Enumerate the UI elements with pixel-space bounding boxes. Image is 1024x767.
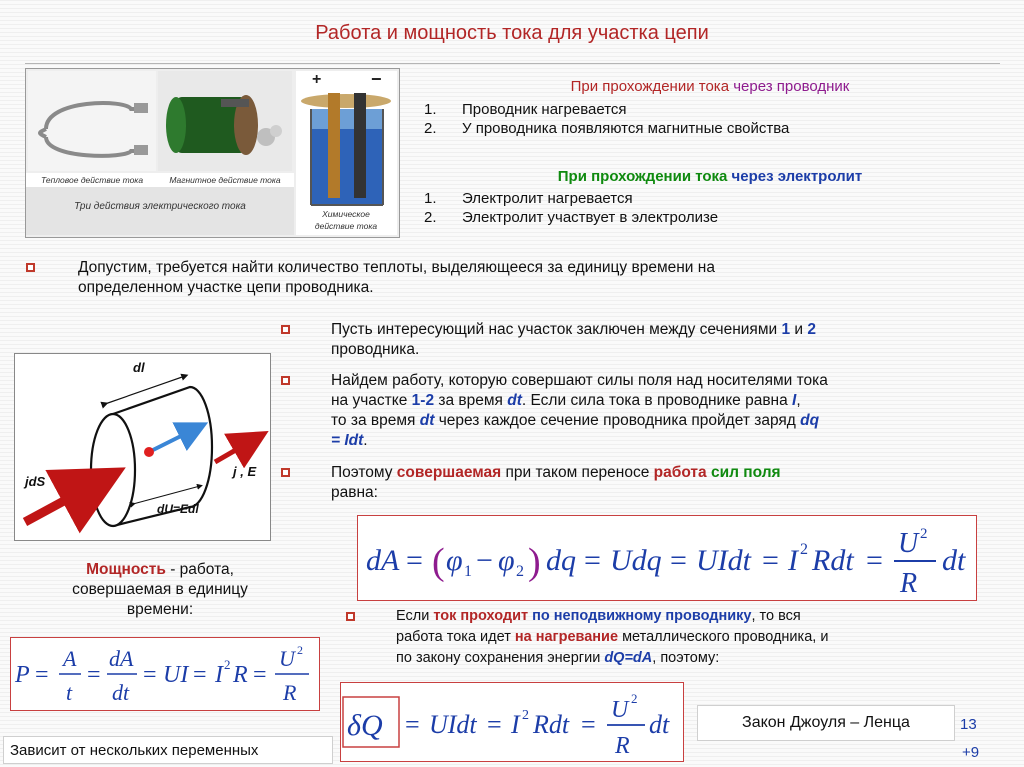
svg-text:dA: dA bbox=[366, 544, 400, 577]
electrolyte-header: При прохождении тока через электролит bbox=[557, 168, 863, 185]
intro-paragraph: Допустим, требуется найти количество теплоты, выделяющееся за единицу времени на определенном участке цепи проводника. bbox=[78, 259, 715, 296]
power-formula-box bbox=[10, 637, 320, 711]
work-formula-box bbox=[357, 515, 977, 601]
svg-text:Udq: Udq bbox=[610, 544, 662, 577]
minus-sign: − bbox=[371, 69, 382, 89]
plus-sign: + bbox=[312, 71, 322, 88]
svg-text:(: ( bbox=[432, 541, 445, 583]
joule-formula-box bbox=[340, 682, 684, 762]
svg-text:=: = bbox=[670, 544, 687, 577]
three-effects-photo bbox=[25, 68, 400, 238]
svg-text:2: 2 bbox=[920, 526, 928, 542]
svg-text:δQ: δQ bbox=[347, 709, 383, 742]
bullet-icon bbox=[26, 263, 35, 272]
svg-text:P: P bbox=[15, 662, 30, 688]
svg-text:=: = bbox=[193, 662, 207, 688]
bullet-force-work-text: Поэтому совершаемая при таком переносе работа сил поля равна: bbox=[331, 464, 781, 501]
svg-text:=: = bbox=[35, 662, 49, 688]
title-divider bbox=[25, 63, 1000, 64]
page-title: Работа и мощность тока для участка цепи bbox=[315, 22, 709, 44]
svg-text:I: I bbox=[215, 662, 223, 688]
cylinder-illustration bbox=[15, 354, 270, 540]
svg-text:−: − bbox=[476, 544, 493, 577]
svg-text:t: t bbox=[66, 680, 73, 705]
svg-text:I: I bbox=[511, 710, 520, 739]
power-definition: Мощность - работа, совершаемая в единицу времени: bbox=[72, 561, 248, 618]
bullet-icon bbox=[346, 612, 355, 621]
svg-text:2: 2 bbox=[522, 708, 529, 723]
svg-text:R: R bbox=[233, 662, 248, 688]
svg-text:R: R bbox=[900, 568, 918, 599]
bullet-icon bbox=[281, 325, 290, 334]
svg-text:Rdt: Rdt bbox=[812, 544, 854, 577]
joule-lenz-label: Закон Джоуля – Ленца bbox=[697, 705, 955, 741]
bullet-heating-text: Если ток проходит по неподвижному проводнику, то вся работа тока идет на нагревание металлического проводника, и по закону сохранения энергии dQ=dA, поэтому: bbox=[396, 608, 829, 666]
work-formula bbox=[358, 516, 976, 600]
svg-text:dt: dt bbox=[942, 544, 966, 577]
svg-text:2: 2 bbox=[297, 643, 303, 657]
svg-text:=: = bbox=[143, 662, 157, 688]
svg-text:dt: dt bbox=[649, 710, 670, 739]
conductor-header: При прохождении тока через проводник bbox=[570, 78, 850, 95]
svg-text:UIdt: UIdt bbox=[429, 710, 477, 739]
footer-caption: Зависит от нескольких переменных bbox=[3, 736, 333, 764]
svg-text:φ: φ bbox=[498, 544, 515, 577]
svg-text:2: 2 bbox=[224, 657, 231, 672]
caption-chemical-2: действие тока bbox=[314, 221, 378, 231]
svg-text:U: U bbox=[279, 646, 295, 671]
svg-text:UI: UI bbox=[163, 662, 189, 688]
svg-text:dA: dA bbox=[109, 646, 134, 671]
svg-text:dq: dq bbox=[546, 544, 576, 577]
caption-chemical-1: Химическое bbox=[322, 209, 370, 219]
svg-text:2: 2 bbox=[516, 563, 524, 580]
svg-text:=: = bbox=[253, 662, 267, 688]
caption-magnetic: Магнитное действие тока bbox=[169, 175, 281, 185]
svg-text:A: A bbox=[63, 646, 77, 671]
bullet-icon bbox=[281, 468, 290, 477]
svg-text:U: U bbox=[898, 528, 919, 559]
conductor-list bbox=[424, 100, 789, 138]
svg-text:dt: dt bbox=[112, 680, 130, 705]
svg-text:1: 1 bbox=[464, 563, 472, 580]
caption-three-effects: Три действия электрического тока bbox=[74, 201, 246, 212]
list-item: 1. Проводник нагревается bbox=[424, 101, 627, 118]
svg-text:2: 2 bbox=[631, 691, 638, 706]
svg-text:=: = bbox=[406, 544, 423, 577]
svg-text:): ) bbox=[528, 541, 541, 583]
page-number: 13 bbox=[960, 716, 977, 733]
list-item: 2. У проводника появляются магнитные свойства bbox=[424, 120, 790, 137]
power-formula bbox=[11, 638, 319, 710]
svg-text:=: = bbox=[762, 544, 779, 577]
svg-text:U: U bbox=[611, 697, 629, 723]
svg-text:Rdt: Rdt bbox=[533, 710, 570, 739]
svg-text:2: 2 bbox=[800, 541, 808, 558]
label-jds: jdS bbox=[25, 474, 46, 489]
page-extra: +9 bbox=[962, 744, 980, 761]
list-item: 2. Электролит участвует в электролизе bbox=[424, 209, 719, 226]
svg-text:R: R bbox=[615, 733, 630, 759]
label-du: dU=Edl bbox=[157, 502, 199, 516]
joule-formula bbox=[341, 683, 683, 761]
bullet-work-text: Найдем работу, которую совершают силы поля над носителями тока на участке 1-2 за время dt. Если сила тока в проводнике равна I, то за время dt через каждое сечение проводника пройдет заряд dq = Idt. bbox=[331, 372, 828, 449]
list-item: 1. Электролит нагревается bbox=[424, 190, 633, 207]
svg-text:=: = bbox=[405, 710, 420, 739]
conductor-segment-diagram bbox=[14, 353, 271, 541]
svg-text:=: = bbox=[87, 662, 101, 688]
label-dl: dl bbox=[133, 360, 145, 375]
caption-thermal: Тепловое действие тока bbox=[40, 175, 144, 185]
electrolyte-list bbox=[424, 189, 718, 227]
label-je: j , E bbox=[233, 464, 257, 479]
svg-text:=: = bbox=[581, 710, 596, 739]
svg-text:R: R bbox=[283, 680, 297, 705]
svg-text:I: I bbox=[788, 544, 798, 577]
bullet-icon bbox=[281, 376, 290, 385]
svg-text:UIdt: UIdt bbox=[696, 544, 751, 577]
bullet-sections-text: Пусть интересующий нас участок заключен между сечениями 1 и 2 проводника. bbox=[331, 321, 816, 358]
svg-text:=: = bbox=[866, 544, 883, 577]
svg-text:φ: φ bbox=[446, 544, 463, 577]
svg-text:=: = bbox=[487, 710, 502, 739]
svg-text:=: = bbox=[584, 544, 601, 577]
